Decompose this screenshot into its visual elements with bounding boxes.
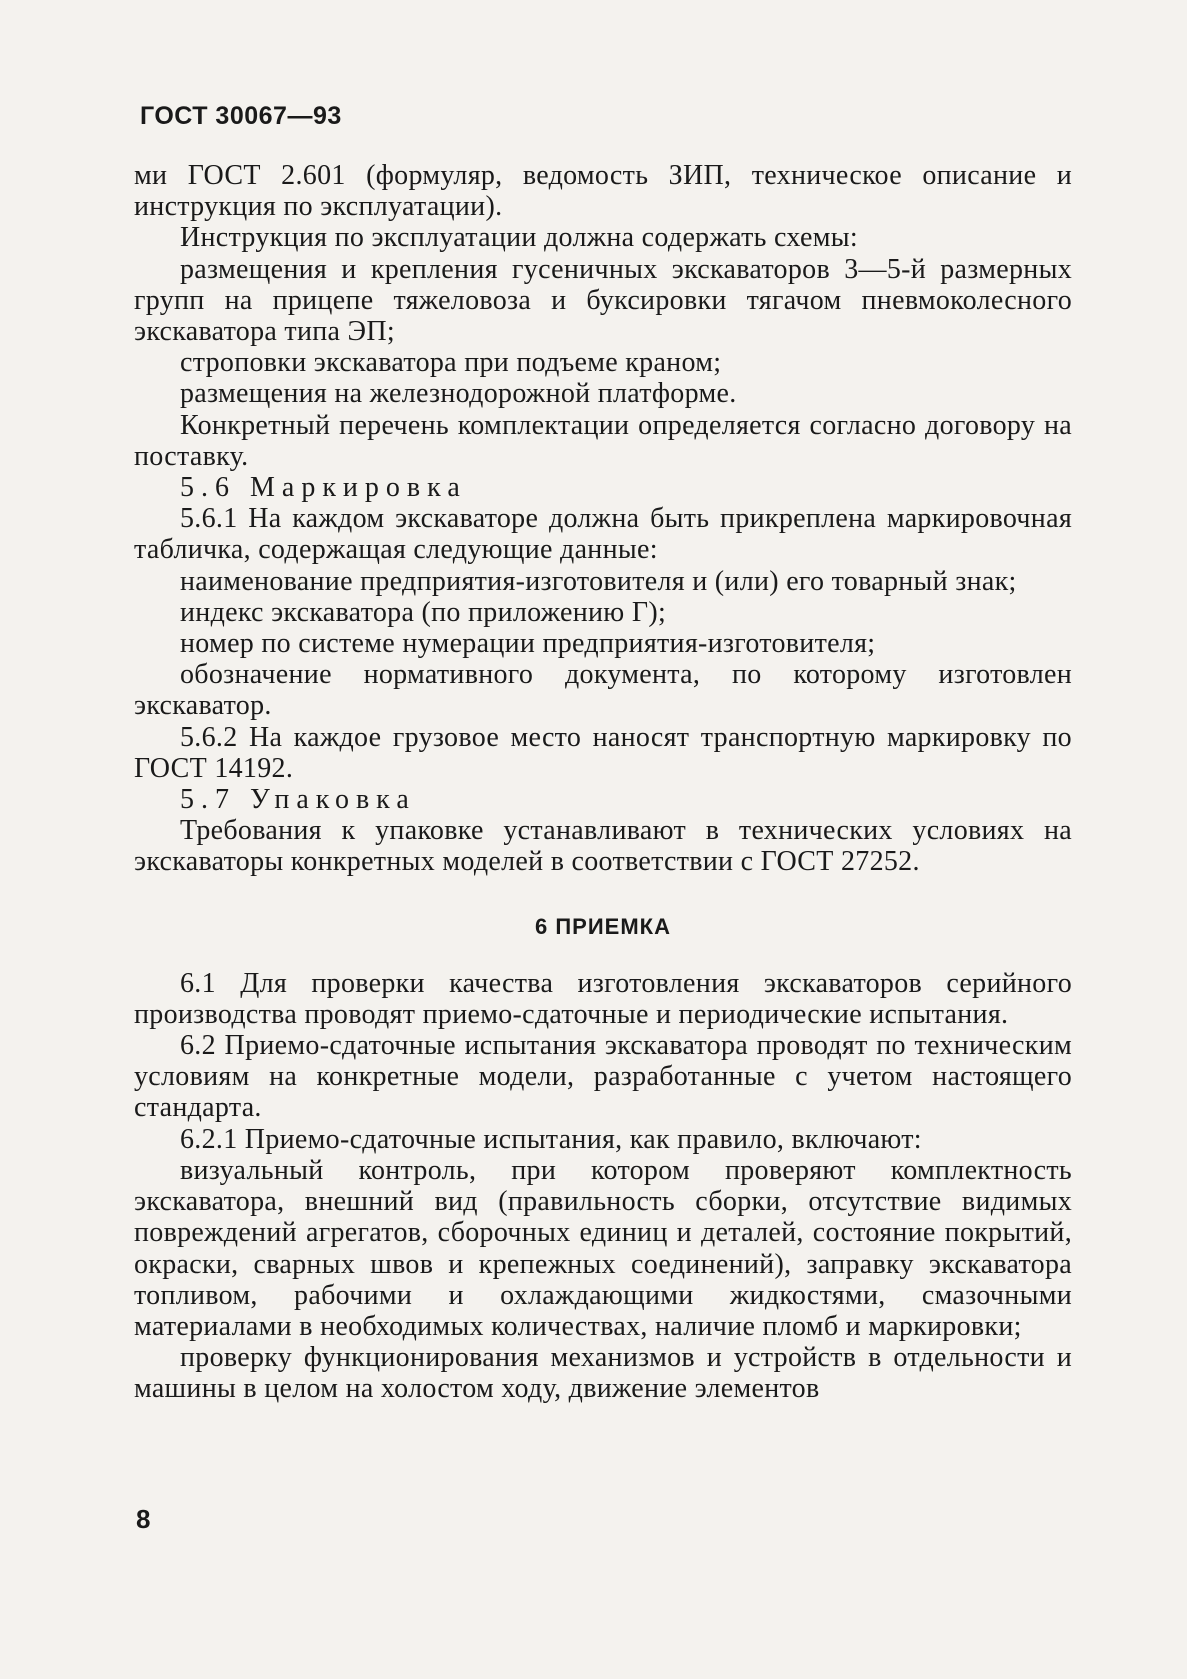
paragraph: номер по системе нумерации предприятия-изготовителя; [180,628,876,660]
paragraph: размещения и крепления гусеничных экскаваторов 3—5-й размерных групп на прицепе тяжеловоза и буксировки тягачом пневмоколесного экскаватора типа ЭП; [134,253,1072,348]
page-number: 8 [136,1504,151,1534]
paragraph: 6.2 Приемо-сдаточные испытания экскаватора проводят по техническим условиям на конкретные модели, разработанные с учетом настоящего стандарта. [134,1030,1072,1124]
paragraph: 6.1 Для проверки качества изготовления экскаваторов серийного производства проводят приемо-сдаточные и периодические испытания. [134,967,1072,1030]
paragraph: Требования к упаковке устанавливают в технических условиях на экскаваторы конкретных моделей в соответствии с ГОСТ 27252. [134,815,1072,878]
paragraph: обозначение нормативного документа, по которому изготовлен экскаватор. [134,659,1072,722]
paragraph: 5.6.1 На каждом экскаваторе должна быть прикреплена маркировочная табличка, содержащая следующие данные: [134,503,1072,566]
paragraph: Инструкция по эксплуатации должна содержать схемы: [180,222,858,254]
section-heading: 5.7 Упаковка [180,784,416,816]
paragraph: наименование предприятия-изготовителя и (или) его товарный знак; [180,565,1017,597]
paragraph: ми ГОСТ 2.601 (формуляр, ведомость ЗИП, техническое описание и инструкция по эксплуатации). [134,160,1072,223]
paragraph: индекс экскаватора (по приложению Г); [180,596,667,628]
chapter-heading: 6 ПРИЕМКА [535,913,671,939]
paragraph: визуальный контроль, при котором проверяют комплектность экскаватора, внешний вид (правильность сборки, отсутствие видимых повреждений агрегатов, сборочных единиц и деталей, состояние покрытий, окраски, сварных швов и крепежных соединений), заправку экскаватора топливом, рабочими и охлаждающими жидкостями, смазочными материалами в необходимых количествах, наличие пломб и маркировки; [134,1154,1072,1342]
paragraph: 5.6.2 На каждое грузовое место наносят транспортную маркировку по ГОСТ 14192. [134,721,1072,784]
paragraph: Конкретный перечень комплектации определяется согласно договору на поставку. [134,409,1072,472]
page-header: ГОСТ 30067—93 [140,102,342,130]
paragraph: проверку функционирования механизмов и устройств в отдельности и машины в целом на холостом ходу, движение элементов [134,1342,1072,1405]
paragraph: строповки экскаватора при подъеме краном; [180,347,722,379]
paragraph: размещения на железнодорожной платформе. [180,378,737,410]
section-heading: 5.6 Маркировка [180,472,467,504]
paragraph: 6.2.1 Приемо-сдаточные испытания, как правило, включают: [180,1123,922,1155]
page-body [134,160,1072,1405]
